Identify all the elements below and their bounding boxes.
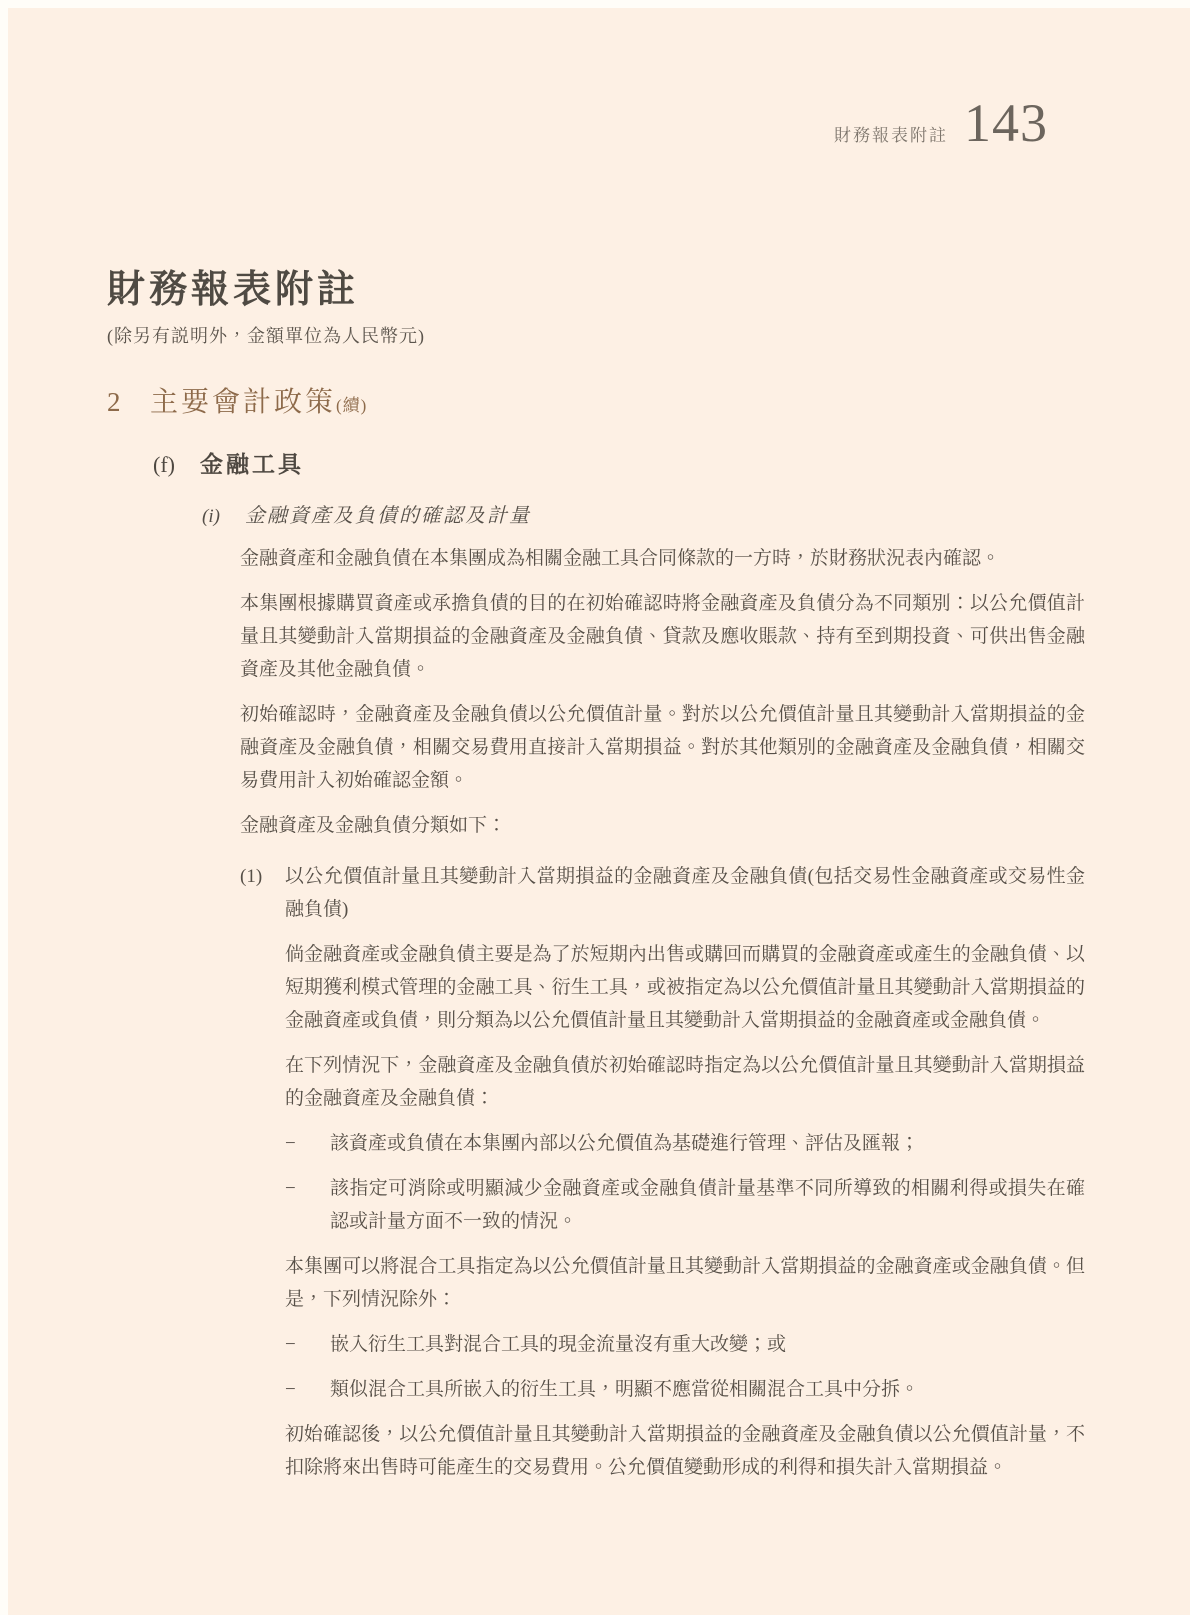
bullet-item-text: 該指定可消除或明顯減少金融資產或金融負債計量基準不同所導致的相關利得或損失在確認或計量方面不一致的情況。 [330, 1177, 1085, 1232]
paragraph: 初始確認時，金融資產及金融負債以公允價值計量。對於以公允價值計量且其變動計入當期損益的金融資產及金融負債，相關交易費用直接計入當期損益。對於其他類別的金融資產及金融負債，相關交易費用計入初始確認金額。 [240, 703, 1085, 791]
bullet-item [285, 1172, 1085, 1238]
dash-bullet-marker: − [285, 1132, 296, 1154]
subsection-title: 金融工具 [200, 451, 304, 477]
scan-edge-top [0, 0, 1190, 8]
page-subtitle: (除另有説明外，金額單位為人民幣元) [107, 325, 425, 346]
clause-title: 金融資產及負債的確認及計量 [245, 504, 531, 527]
bullet-item [285, 1373, 1085, 1406]
running-header-label: 財務報表附註 [834, 126, 948, 145]
section-title: 主要會計政策 [150, 386, 337, 418]
numbered-item [240, 860, 1085, 926]
clause-content [240, 542, 1085, 1484]
scan-edge-left [0, 0, 8, 1615]
paragraph: 倘金融資產或金融負債主要是為了於短期內出售或購回而購買的金融資產或產生的金融負債、以短期獲利模式管理的金融工具、衍生工具，或被指定為以公允價值計量且其變動計入當期損益的金融資產或負債，則分類為以公允價值計量且其變動計入當期損益的金融資產或金融負債。 [285, 943, 1085, 1031]
dash-bullet-marker: − [285, 1177, 296, 1199]
bullet-item-text: 嵌入衍生工具對混合工具的現金流量沒有重大改變；或 [330, 1333, 787, 1355]
section-continued-suffix: (續) [336, 395, 368, 415]
paragraph: 本集團可以將混合工具指定為以公允價值計量且其變動計入當期損益的金融資產或金融負債。但是，下列情況除外： [285, 1255, 1085, 1310]
running-header [834, 92, 1048, 154]
paragraph: 金融資產和金融負債在本集團成為相關金融工具合同條款的一方時，於財務狀況表內確認。 [240, 547, 1001, 569]
clause-heading [202, 499, 1087, 528]
paragraph: 本集團根據購買資產或承擔負債的目的在初始確認時將金融資產及負債分為不同類別：以公允價值計量且其變動計入當期損益的金融資產及金融負債、貸款及應收賬款、持有至到期投資、可供出售金融資產及其他金融負債。 [240, 592, 1085, 680]
bullet-item-text: 類似混合工具所嵌入的衍生工具，明顯不應當從相關混合工具中分拆。 [330, 1378, 920, 1400]
page-number: 143 [964, 93, 1048, 153]
paragraph: 初始確認後，以公允價值計量且其變動計入當期損益的金融資產及金融負債以公允價值計量，不扣除將來出售時可能產生的交易費用。公允價值變動形成的利得和損失計入當期損益。 [285, 1423, 1085, 1478]
page-title: 財務報表附註 [107, 269, 360, 311]
paragraph: 在下列情況下，金融資產及金融負債於初始確認時指定為以公允價值計量且其變動計入當期損益的金融資產及金融負債： [285, 1054, 1085, 1109]
subsection-label: (f) [153, 451, 175, 477]
section-number: 2 [107, 386, 121, 417]
section-heading [107, 380, 1087, 420]
page-body [107, 268, 1087, 1484]
clause-label: (i) [202, 505, 220, 527]
numbered-item-text: 以公允價值計量且其變動計入當期損益的金融資產及金融負債(包括交易性金融資產或交易性金融負債) [285, 865, 1085, 920]
subsection-heading [153, 446, 1087, 479]
bullet-item [285, 1127, 1085, 1160]
bullet-item [285, 1328, 1085, 1361]
numbered-item-label: (1) [240, 865, 263, 887]
dash-bullet-marker: − [285, 1333, 296, 1355]
paragraph: 金融資產及金融負債分類如下： [240, 814, 507, 836]
bullet-item-text: 該資產或負債在本集團內部以公允價值為基礎進行管理、評估及匯報； [330, 1132, 920, 1154]
dash-bullet-marker: − [285, 1378, 296, 1400]
